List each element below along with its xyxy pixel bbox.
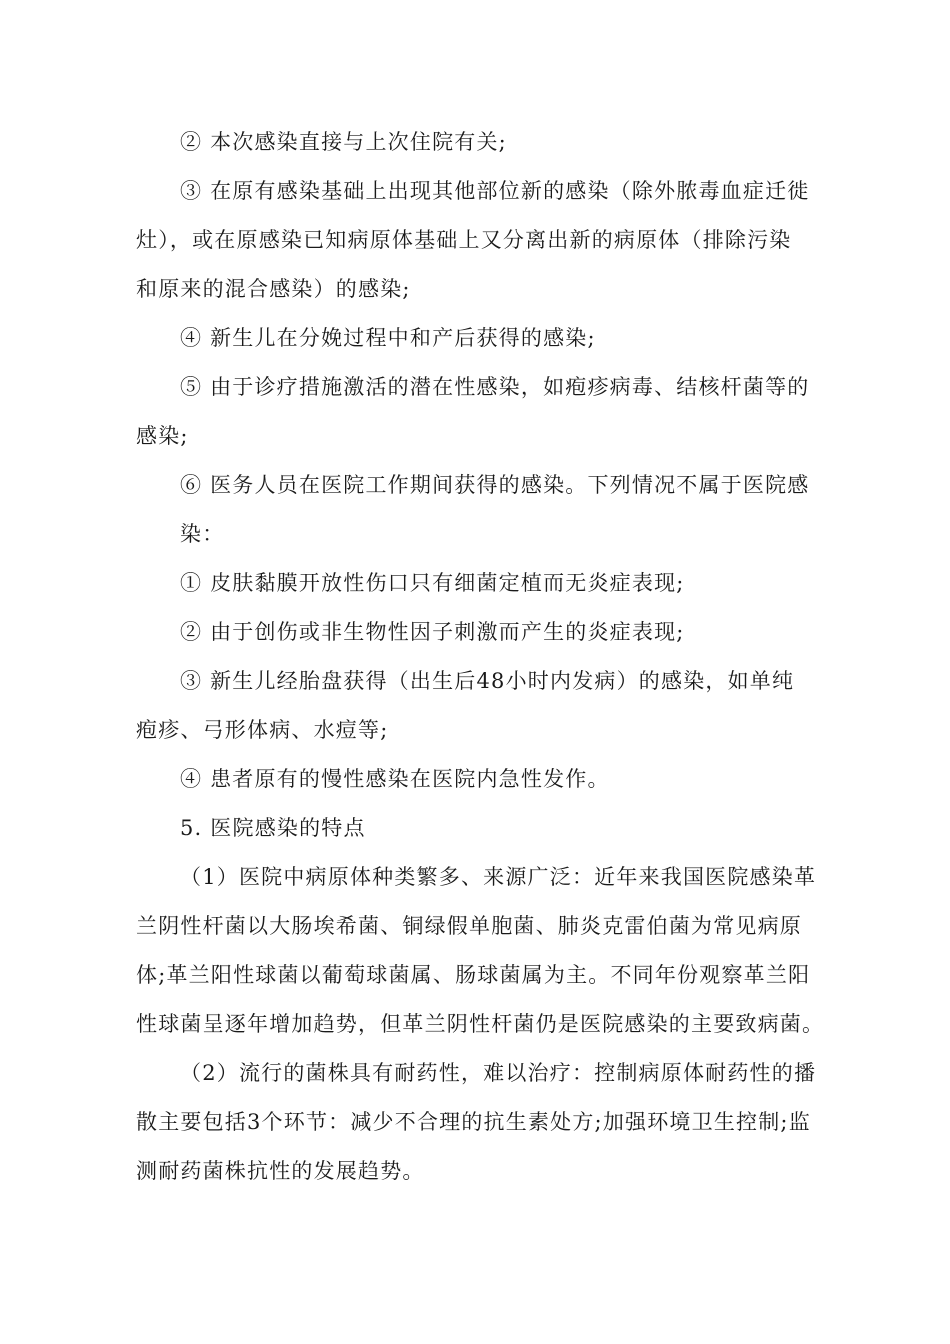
list-item-6-text: ⑥ 医务人员在医院工作期间获得的感染。下列情况不属于医院感 (180, 473, 810, 497)
list-item-3-continued: 灶），或在原感染已知病原体基础上又分离出新的病原体（排除污染 (136, 228, 792, 252)
paragraph-2-continued: 测耐药菌株抗性的发展趋势。 (136, 1159, 425, 1183)
exclusion-item-1-text: ① 皮肤黏膜开放性伤口只有细菌定植而无炎症表现; (180, 571, 685, 595)
section-heading: 5. 医院感染的特点 (180, 816, 366, 840)
list-item-2-text: ② 本次感染直接与上次住院有关; (180, 130, 507, 154)
exclusion-item-4-text: ④ 患者原有的慢性感染在医院内急性发作。 (180, 767, 610, 791)
paragraph-1-continued: 性球菌呈逐年增加趋势，但革兰阴性杆菌仍是医院感染的主要致病菌。 (136, 1012, 825, 1036)
paragraph-1-continued: 兰阴性杆菌以大肠埃希菌、铜绿假单胞菌、肺炎克雷伯菌为常见病原 (136, 914, 802, 938)
paragraph-1-continued: 体;革兰阳性球菌以葡萄球菌属、肠球菌属为主。不同年份观察革兰阳 (136, 963, 811, 987)
list-item-5-continued: 感染; (136, 424, 189, 448)
paragraph-2-text: （2）流行的菌株具有耐药性，难以治疗：控制病原体耐药性的播 (180, 1061, 817, 1085)
paragraph-2-continued: 散主要包括3个环节：减少不合理的抗生素处方;加强环境卫生控制;监 (136, 1110, 811, 1134)
exclusion-item-2-text: ② 由于创伤或非生物性因子刺激而产生的炎症表现; (180, 620, 685, 644)
exclusion-item-3-text: ③ 新生儿经胎盘获得（出生后48小时内发病）的感染，如单纯 (180, 669, 795, 693)
list-item-3-continued: 和原来的混合感染）的感染; (136, 277, 411, 301)
list-item-3-text: ③ 在原有感染基础上出现其他部位新的感染（除外脓毒血症迁徙 (180, 179, 810, 203)
list-item-5-text: ⑤ 由于诊疗措施激活的潜在性感染，如疱疹病毒、结核杆菌等的 (180, 375, 810, 399)
exclusion-item-3-continued: 疱疹、弓形体病、水痘等; (136, 718, 389, 742)
list-item-6-continued: 染： (180, 522, 225, 546)
paragraph-1-text: （1）医院中病原体种类繁多、来源广泛：近年来我国医院感染革 (180, 865, 817, 889)
list-item-4-text: ④ 新生儿在分娩过程中和产后获得的感染; (180, 326, 596, 350)
